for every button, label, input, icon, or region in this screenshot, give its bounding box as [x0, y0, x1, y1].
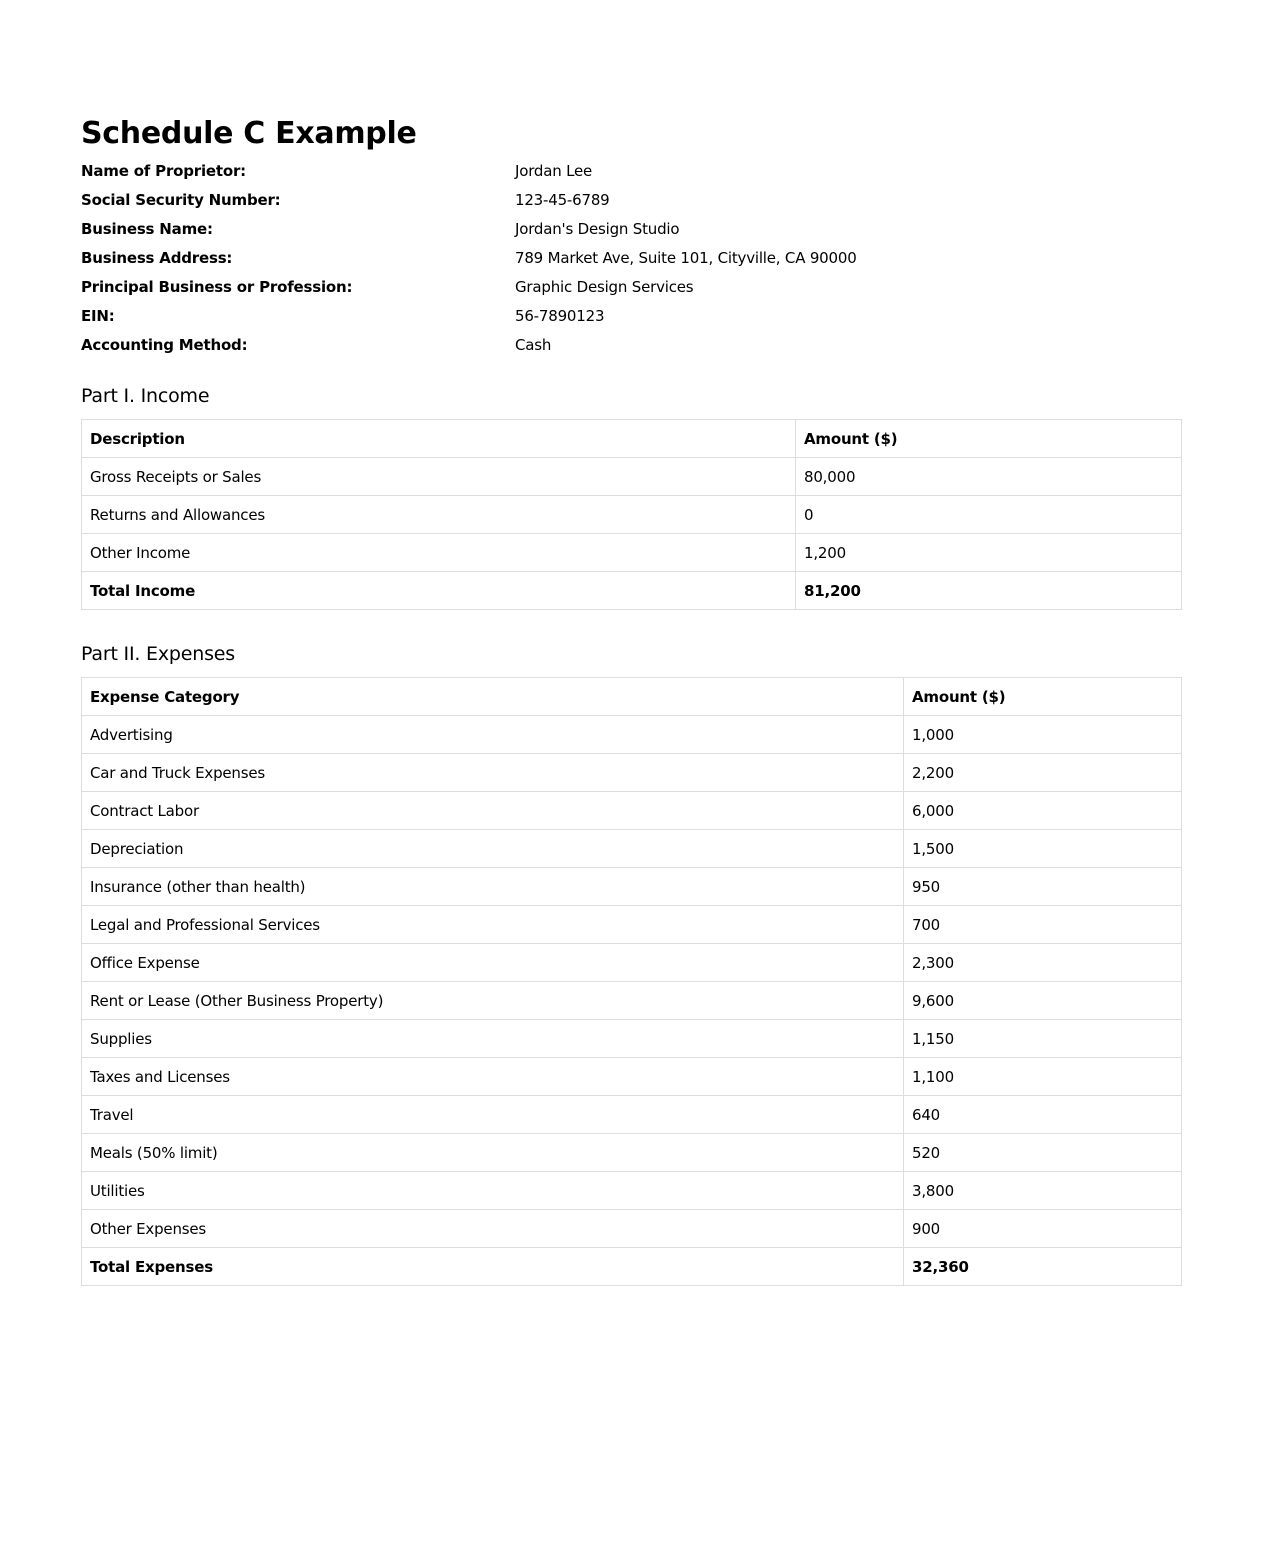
info-value: Graphic Design Services [515, 278, 694, 296]
income-heading: Part I. Income [81, 385, 210, 407]
info-row-proprietor-name [81, 157, 1182, 186]
total-expenses-amount: 32,360 [904, 1248, 1182, 1286]
table-row [82, 944, 1182, 982]
expense-amount: 900 [904, 1210, 1182, 1248]
table-row [82, 830, 1182, 868]
info-value: 789 Market Ave, Suite 101, Cityville, CA 90000 [515, 249, 857, 267]
expense-amount: 6,000 [904, 792, 1182, 830]
total-income-row [82, 572, 1182, 610]
info-value: 56-7890123 [515, 307, 605, 325]
expense-category: Car and Truck Expenses [82, 754, 904, 792]
expense-category: Office Expense [82, 944, 904, 982]
page-title: Schedule C Example [81, 116, 417, 151]
total-income-amount: 81,200 [796, 572, 1182, 610]
info-label: EIN: [81, 307, 115, 325]
table-row [82, 792, 1182, 830]
info-row-ssn [81, 186, 1182, 215]
info-label: Accounting Method: [81, 336, 248, 354]
expense-category: Depreciation [82, 830, 904, 868]
table-row [82, 754, 1182, 792]
income-table [81, 419, 1182, 610]
info-value: 123-45-6789 [515, 191, 610, 209]
schedule-c-document [81, 112, 1182, 1286]
table-row [82, 716, 1182, 754]
expense-category: Contract Labor [82, 792, 904, 830]
info-label: Business Name: [81, 220, 213, 238]
table-row [82, 534, 1182, 572]
column-header-category: Expense Category [82, 678, 904, 716]
expense-category: Rent or Lease (Other Business Property) [82, 982, 904, 1020]
info-value: Jordan Lee [515, 162, 593, 180]
expense-amount: 950 [904, 868, 1182, 906]
total-expenses-row [82, 1248, 1182, 1286]
income-amount: 1,200 [796, 534, 1182, 572]
expense-amount: 2,200 [904, 754, 1182, 792]
expense-amount: 3,800 [904, 1172, 1182, 1210]
income-amount: 80,000 [796, 458, 1182, 496]
expense-amount: 1,000 [904, 716, 1182, 754]
expense-category: Insurance (other than health) [82, 868, 904, 906]
table-row [82, 1210, 1182, 1248]
table-row [82, 1020, 1182, 1058]
expense-category: Travel [82, 1096, 904, 1134]
expenses-heading: Part II. Expenses [81, 643, 235, 665]
expense-amount: 2,300 [904, 944, 1182, 982]
expenses-table [81, 677, 1182, 1286]
table-row [82, 1134, 1182, 1172]
info-label: Name of Proprietor: [81, 162, 246, 180]
total-expenses-label: Total Expenses [82, 1248, 904, 1286]
table-row [82, 1172, 1182, 1210]
income-section [81, 381, 1182, 610]
table-row [82, 458, 1182, 496]
expense-amount: 1,150 [904, 1020, 1182, 1058]
table-header-row [82, 678, 1182, 716]
expense-category: Other Expenses [82, 1210, 904, 1248]
income-description: Returns and Allowances [82, 496, 796, 534]
expense-category: Utilities [82, 1172, 904, 1210]
expense-category: Taxes and Licenses [82, 1058, 904, 1096]
table-row [82, 982, 1182, 1020]
proprietor-info [81, 157, 1182, 360]
table-header-row [82, 420, 1182, 458]
info-value: Cash [515, 336, 552, 354]
table-row [82, 496, 1182, 534]
total-income-label: Total Income [82, 572, 796, 610]
info-label: Social Security Number: [81, 191, 281, 209]
expense-amount: 520 [904, 1134, 1182, 1172]
info-row-principal-business [81, 273, 1182, 302]
info-label: Principal Business or Profession: [81, 278, 353, 296]
expenses-section [81, 639, 1182, 1286]
expense-amount: 1,100 [904, 1058, 1182, 1096]
income-amount: 0 [796, 496, 1182, 534]
info-row-accounting-method [81, 331, 1182, 360]
income-description: Other Income [82, 534, 796, 572]
info-row-ein [81, 302, 1182, 331]
column-header-amount: Amount ($) [904, 678, 1182, 716]
table-row [82, 1096, 1182, 1134]
income-description: Gross Receipts or Sales [82, 458, 796, 496]
expense-amount: 640 [904, 1096, 1182, 1134]
expense-amount: 1,500 [904, 830, 1182, 868]
table-row [82, 1058, 1182, 1096]
expense-category: Meals (50% limit) [82, 1134, 904, 1172]
table-row [82, 906, 1182, 944]
column-header-description: Description [82, 420, 796, 458]
info-row-business-name [81, 215, 1182, 244]
info-row-business-address [81, 244, 1182, 273]
info-value: Jordan's Design Studio [515, 220, 680, 238]
table-row [82, 868, 1182, 906]
info-label: Business Address: [81, 249, 233, 267]
expense-category: Advertising [82, 716, 904, 754]
expense-category: Legal and Professional Services [82, 906, 904, 944]
expense-category: Supplies [82, 1020, 904, 1058]
expense-amount: 700 [904, 906, 1182, 944]
expense-amount: 9,600 [904, 982, 1182, 1020]
column-header-amount: Amount ($) [796, 420, 1182, 458]
